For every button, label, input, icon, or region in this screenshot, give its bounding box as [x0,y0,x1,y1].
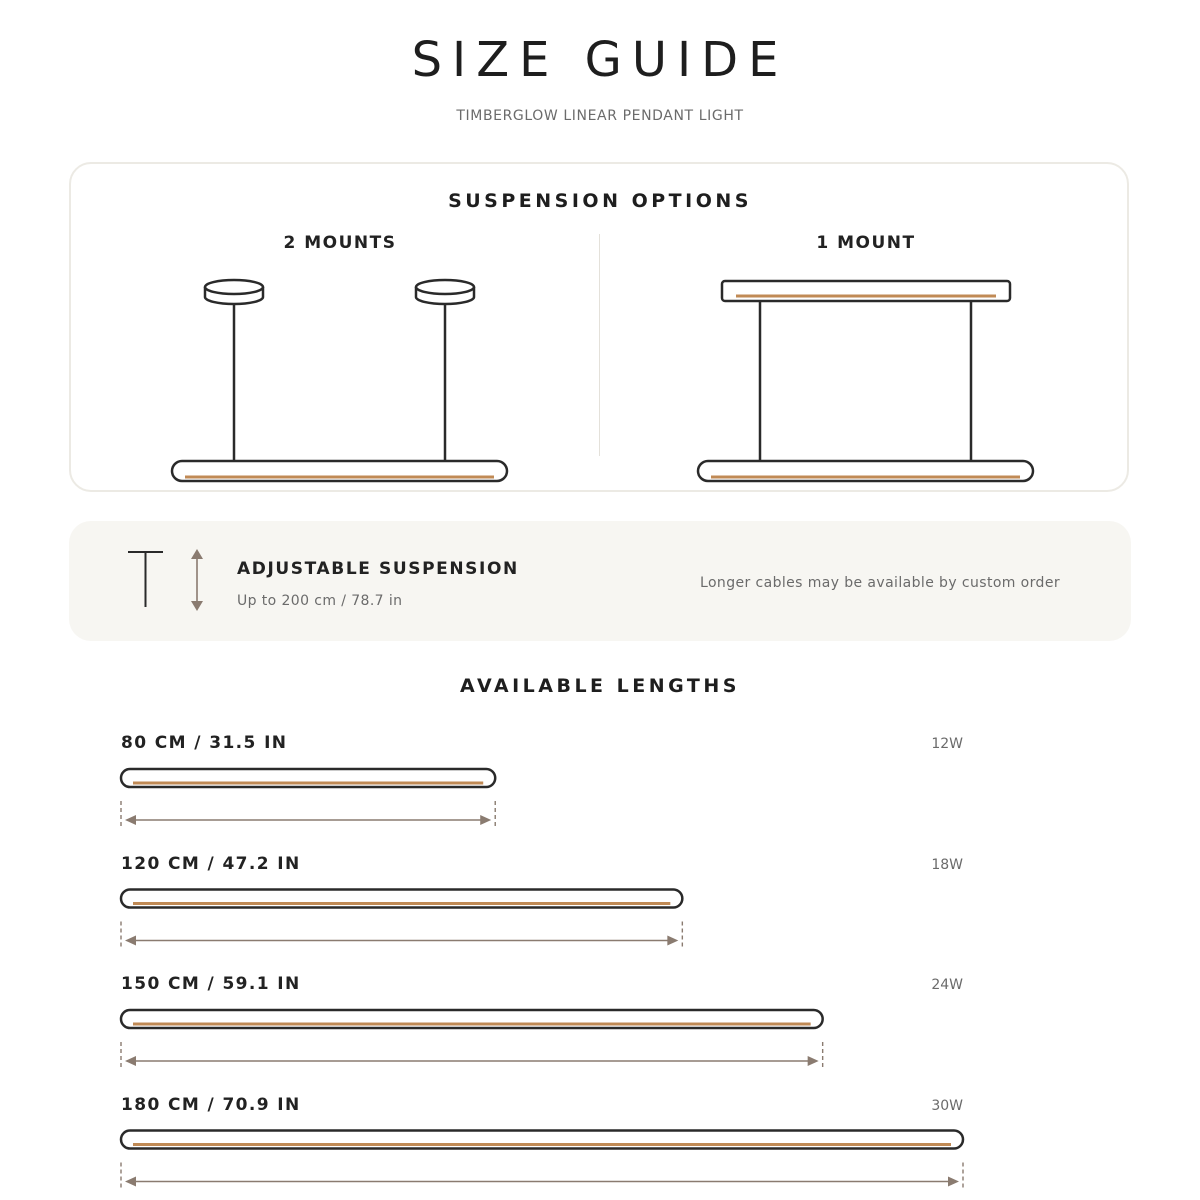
option-label-1-mount: 1 MOUNT [816,233,916,253]
length-label: 150 CM / 59.1 IN [121,974,301,994]
wattage-label: 24W [931,977,963,993]
length-row-graphic [121,769,495,828]
arrow-left-icon [125,936,136,946]
length-label: 80 CM / 31.5 IN [121,733,288,753]
arrow-left-icon [125,1177,136,1187]
wattage-label: 12W [931,736,963,752]
length-row-graphic [121,1131,963,1190]
arrow-left-icon [125,815,136,825]
adjustable-suspension-range: Up to 200 cm / 78.7 in [237,593,403,609]
adjustable-suspension-title: ADJUSTABLE SUSPENSION [237,559,519,579]
length-label: 120 CM / 47.2 IN [121,853,301,874]
length-row-graphic [121,1010,823,1069]
arrow-right-icon [808,1056,819,1066]
arrow-right-icon [667,936,678,946]
arrow-right-icon [948,1177,959,1187]
suspension-options-heading: SUSPENSION OPTIONS [448,190,752,212]
length-row-graphic [121,890,682,949]
page-title: SIZE GUIDE [411,32,789,88]
custom-order-note: Longer cables may be available by custom order [700,575,1061,591]
arrow-right-icon [480,815,491,825]
arrow-left-icon [125,1056,136,1066]
wattage-label: 18W [931,856,963,873]
option-label-2-mounts: 2 MOUNTS [283,233,397,253]
wattage-label: 30W [931,1097,963,1114]
length-label: 180 CM / 70.9 IN [121,1094,301,1115]
available-lengths-heading: AVAILABLE LENGTHS [460,675,740,697]
product-subtitle: TIMBERGLOW LINEAR PENDANT LIGHT [456,108,744,124]
